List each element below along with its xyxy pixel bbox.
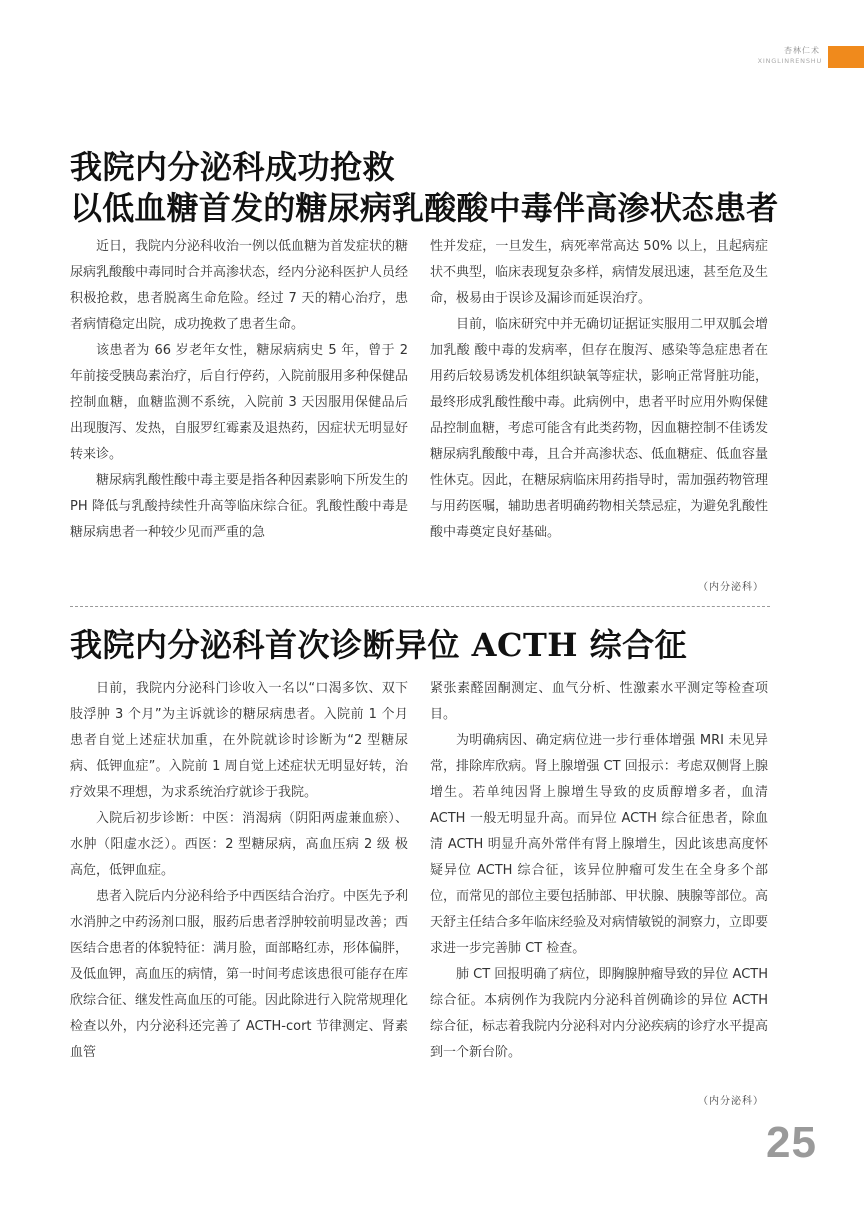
article1-paragraph: 近日，我院内分泌科收治一例以低血糖为首发症状的糖尿病乳酸酸中毒同时合并高渗状态，经内分泌科医护人员经积极抢救，患者脱离生命危险。经过 7 天的精心治疗，患者病情稳定出院，成功挽救了患者生命。 — [70, 239, 409, 332]
article1-department: （内分泌科） — [698, 582, 764, 593]
article1-title-line2: 以低血糖首发的糖尿病乳酸酸中毒伴高渗状态患者 — [70, 189, 779, 227]
article2-continuation: 紧张素醛固酮测定、血气分析、性激素水平测定等检查项目。 — [430, 681, 768, 722]
article2-department: （内分泌科） — [698, 1096, 764, 1107]
article1-right-column — [430, 234, 768, 546]
article2-title: 我院内分泌科首次诊断异位 ACTH 综合征 — [70, 626, 688, 664]
article-divider — [70, 606, 770, 607]
article2-paragraph: 日前，我院内分泌科门诊收入一名以“口渴多饮、双下肢浮肿 3 个月”为主诉就诊的糖尿病患者。入院前 1 个月患者自觉上述症状加重，在外院就诊时诊断为“2 型糖尿病、低钾血症”。入院前 1 周自觉上述症状无明显好转，治疗效果不理想，为求系统治疗就诊于我院。 — [70, 681, 408, 800]
article2-paragraph: 入院后初步诊断：中医：消渴病（阴阳两虚兼血瘀）、水肿（阳虚水泛）。西医：2 型糖尿病，高血压病 2 级 极高危，低钾血症。 — [70, 811, 408, 878]
header-accent-block — [828, 46, 864, 68]
article1-paragraph: 糖尿病乳酸性酸中毒主要是指各种因素影响下所发生的 PH 降低与乳酸持续性升高等临床综合征。乳酸性酸中毒是糖尿病患者一种较少见而严重的急 — [70, 473, 409, 540]
page-number: 25 — [766, 1118, 817, 1167]
article2-left-column — [70, 676, 408, 1066]
article1-title-line1: 我院内分泌科成功抢救 — [70, 148, 396, 186]
article1-left-column — [70, 234, 408, 546]
article1-continuation: 性并发症，一旦发生，病死率常高达 50% 以上，且起病症状不典型，临床表现复杂多样，病情发展迅速，甚至危及生命，极易由于误诊及漏诊而延误治疗。 — [430, 239, 769, 306]
article1-paragraph: 该患者为 66 岁老年女性，糖尿病病史 5 年，曾于 2 年前接受胰岛素治疗，后自行停药，入院前服用多种保健品控制血糖，血糖监测不系统，入院前 3 天因服用保健品后出现腹泻、发热，自服罗红霉素及退热药，因症状无明显好转来诊。 — [70, 343, 409, 462]
article2-right-column — [430, 676, 768, 1066]
article2-paragraph: 为明确病因、确定病位进一步行垂体增强 MRI 未见异常，排除库欣病。肾上腺增强 CT 回报示：考虑双侧肾上腺增生。若单纯因肾上腺增生导致的皮质醇增多者，血清 ACTH 一般无明显升高。而异位 ACTH 综合征患者，除血清 ACTH 明显升高外常伴有肾上腺增生，因此该患高度怀疑异位 ACTH 综合征，该异位肿瘤可发生在全身多个部位，而常见的部位主要包括肺部、甲状腺、胰腺等部位。高天舒主任结合多年临床经验及对病情敏锐的洞察力，立即要求进一步完善肺 CT 检查。 — [430, 733, 769, 956]
article1-paragraph: 目前，临床研究中并无确切证据证实服用二甲双胍会增加乳酸 酸中毒的发病率，但存在腹泻、感染等急症患者在用药后较易诱发机体组织缺氧等症状，影响正常肾脏功能，最终形成乳酸性酸中毒。此病例中，患者平时应用外购保健品控制血糖，考虑可能含有此类药物，因血糖控制不佳诱发糖尿病乳酸酸中毒，且合并高渗状态、低血糖症、低血容量性休克。因此，在糖尿病临床用药指导时，需加强药物管理与用药医嘱，辅助患者明确药物相关禁忌症，为避免乳酸性酸中毒奠定良好基础。 — [430, 317, 769, 540]
article2-paragraph: 患者入院后内分泌科给予中西医结合治疗。中医先予利水消肿之中药汤剂口服，服药后患者浮肿较前明显改善；西医结合患者的体貌特征：满月脸，面部略红赤，形体偏胖，及低血钾，高血压的病情，第一时间考虑该患很可能存在库欣综合征、继发性高血压的可能。因此除进行入院常规理化检查以外，内分泌科还完善了 ACTH-cort 节律测定、肾素血管 — [70, 889, 409, 1060]
header-title: 杏林仁术 — [784, 46, 820, 55]
header-subtitle: XINGLINRENSHU — [757, 57, 822, 65]
article2-paragraph: 肺 CT 回报明确了病位，即胸腺肿瘤导致的异位 ACTH 综合征。本病例作为我院内分泌科首例确诊的异位 ACTH 综合征，标志着我院内分泌科对内分泌疾病的诊疗水平提高到一个新台阶。 — [430, 967, 769, 1060]
